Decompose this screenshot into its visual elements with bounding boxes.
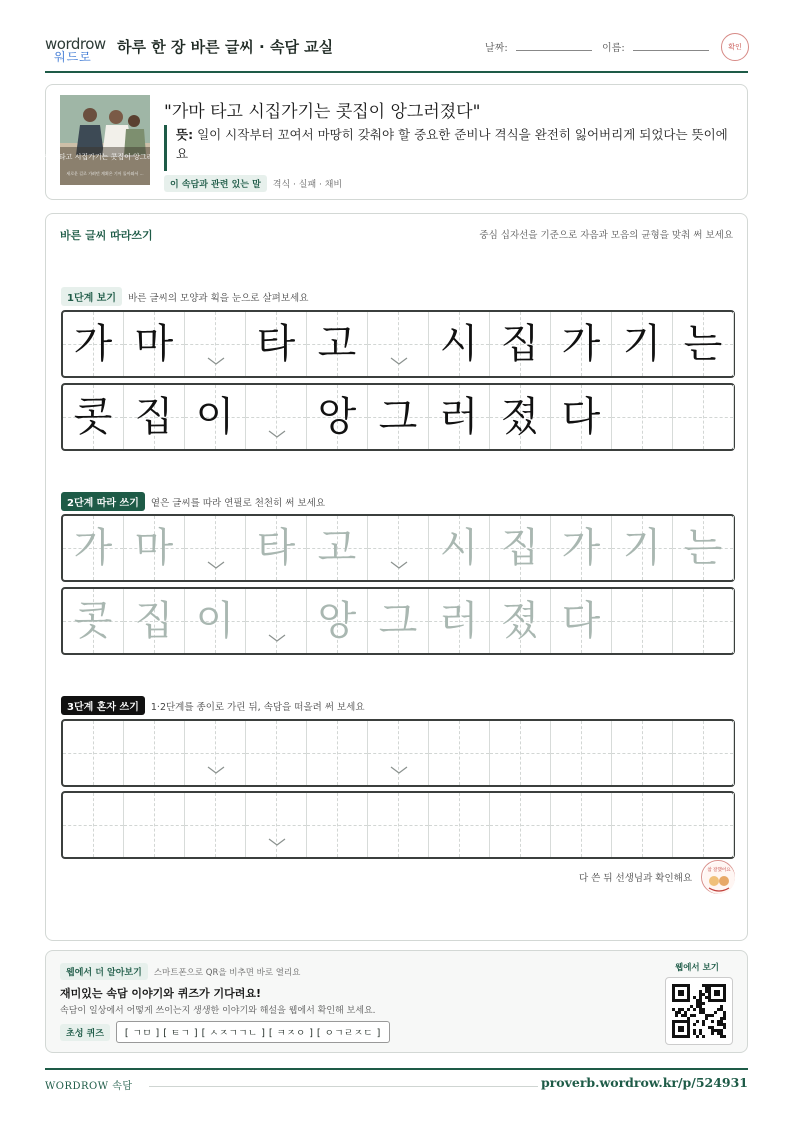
grid-cell[interactable]	[307, 589, 368, 653]
grid-cell	[307, 312, 368, 376]
step3-row2[interactable]	[61, 791, 735, 859]
grid-cell	[490, 312, 551, 376]
grid-char: 그	[378, 598, 418, 644]
grid-cell[interactable]	[368, 793, 429, 857]
grid-char: 타	[256, 525, 296, 571]
grid-cell[interactable]	[612, 589, 673, 653]
grid-cell[interactable]	[124, 793, 185, 857]
grid-char: 러	[439, 394, 479, 440]
date-label: 날짜:	[485, 43, 508, 54]
grid-cell[interactable]	[673, 793, 734, 857]
more-card	[45, 950, 748, 1053]
date-field[interactable]	[485, 39, 592, 54]
grid-char: 이	[195, 598, 235, 644]
grid-cell[interactable]	[490, 516, 551, 580]
grid-cell[interactable]	[185, 589, 246, 653]
grid-cell	[368, 312, 429, 376]
grid-cell[interactable]	[63, 589, 124, 653]
step3-desc: 1·2단계를 종이로 가린 뒤, 속담을 떠올려 써 보세요	[150, 702, 365, 713]
well-done-stamp	[701, 860, 735, 894]
grid-char: 타	[256, 321, 296, 367]
proverb-card	[45, 84, 748, 200]
grid-cell[interactable]	[673, 516, 734, 580]
step1-desc: 바른 글씨의 모양과 획을 눈으로 살펴보세요	[128, 293, 309, 304]
grid-cell[interactable]	[551, 589, 612, 653]
footer-url[interactable]: proverb.wordrow.kr/p/524931	[540, 1075, 748, 1090]
footer-brand: WORDROW 속담	[45, 1081, 133, 1092]
logo-subtext: 워드로	[54, 50, 92, 64]
grid-cell[interactable]	[63, 516, 124, 580]
more-badge-note: 스마트폰으로 QR을 비추면 바로 열리요	[153, 968, 301, 978]
grid-cell[interactable]	[612, 516, 673, 580]
grid-cell[interactable]	[185, 721, 246, 785]
grid-cell[interactable]	[673, 721, 734, 785]
grid-char: 고	[317, 525, 357, 571]
related-words	[164, 175, 342, 192]
grid-char: 가	[73, 525, 113, 571]
space-mark-icon	[207, 765, 225, 775]
grid-cell	[63, 312, 124, 376]
grid-cell	[124, 385, 185, 449]
grid-char: 시	[439, 321, 479, 367]
step1-header	[61, 287, 308, 306]
grid-char: 졌	[500, 598, 540, 644]
grid-cell[interactable]	[490, 793, 551, 857]
illustration-caption: 가마 타고 시집가기는 콧집이 앙그러졌다	[43, 153, 167, 161]
grid-char: 기	[622, 525, 662, 571]
page-header	[45, 30, 748, 73]
grid-cell	[185, 385, 246, 449]
grid-cell[interactable]	[551, 793, 612, 857]
step3-header	[61, 696, 365, 715]
related-list: 격식 · 실패 · 채비	[272, 180, 343, 190]
more-desc: 속담이 일상에서 어떻게 쓰이는지 생생한 이야기와 해설을 웹에서 확인해 보세요.	[60, 1006, 376, 1016]
grid-cell[interactable]	[307, 516, 368, 580]
grid-cell	[429, 385, 490, 449]
practice-note: 중심 십자선을 기준으로 자음과 모음의 균형을 맞춰 써 보세요	[479, 230, 733, 241]
practice-title: 바른 글씨 따라쓰기	[60, 229, 153, 242]
step1-row1	[61, 310, 735, 378]
grid-cell	[551, 385, 612, 449]
grid-cell[interactable]	[185, 793, 246, 857]
grid-char: 다	[561, 394, 601, 440]
grid-cell[interactable]	[63, 793, 124, 857]
step1-row2	[61, 383, 735, 451]
grid-cell[interactable]	[246, 721, 307, 785]
check-note: 다 쓴 뒤 선생님과 확인해요	[578, 873, 692, 884]
grid-char: 집	[500, 525, 540, 571]
grid-cell[interactable]	[490, 721, 551, 785]
step2-badge: 2단계 따라 쓰기	[61, 492, 145, 511]
name-field[interactable]	[602, 39, 709, 54]
grid-cell	[551, 312, 612, 376]
step2-row2[interactable]	[61, 587, 735, 655]
logo-text: wordrow	[45, 35, 106, 53]
grid-cell[interactable]	[429, 589, 490, 653]
grid-char: 집	[134, 598, 174, 644]
grid-char: 마	[134, 525, 174, 571]
space-mark-icon	[390, 765, 408, 775]
grid-cell[interactable]	[124, 516, 185, 580]
step1-badge: 1단계 보기	[61, 287, 122, 306]
grid-cell[interactable]	[368, 516, 429, 580]
grid-cell[interactable]	[612, 721, 673, 785]
grid-cell[interactable]	[307, 793, 368, 857]
page-title: 하루 한 장 바른 글씨 · 속담 교실	[117, 38, 334, 56]
grid-cell	[612, 312, 673, 376]
grid-cell[interactable]	[490, 589, 551, 653]
practice-card	[45, 213, 748, 941]
grid-cell[interactable]	[551, 721, 612, 785]
proverb-meaning	[164, 125, 734, 171]
initial-quiz	[60, 1021, 390, 1043]
meaning-text: 일이 시작부터 꼬여서 마땅히 갖춰야 할 중요한 준비나 격식을 완전히 잃어버리게 되었다는 뜻이에요	[176, 127, 728, 161]
illustration-subtext: 새로운 길로 가려던 계획은 기어 돌아와서 …	[66, 171, 144, 176]
grid-cell[interactable]	[368, 589, 429, 653]
grid-char: 가	[561, 321, 601, 367]
grid-char: 앙	[317, 394, 357, 440]
grid-cell[interactable]	[124, 721, 185, 785]
grid-cell[interactable]	[246, 793, 307, 857]
grid-cell[interactable]	[612, 793, 673, 857]
grid-char: 집	[500, 321, 540, 367]
grid-cell	[246, 312, 307, 376]
grid-cell	[490, 385, 551, 449]
more-title: 재미있는 속담 이야기와 퀴즈가 기다려요!	[60, 987, 261, 1000]
web-label: 웹에서 보기	[674, 963, 719, 973]
more-badge: 웹에서 더 알아보기	[60, 963, 148, 980]
wordrow-logo	[45, 35, 109, 65]
grid-char: 러	[439, 598, 479, 644]
proverb-title: "가마 타고 시집가기는 콧집이 앙그러졌다"	[164, 102, 481, 122]
step3-badge: 3단계 혼자 쓰기	[61, 696, 145, 715]
meaning-label: 뜻:	[176, 127, 194, 142]
grid-cell[interactable]	[124, 589, 185, 653]
grid-char: 이	[195, 394, 235, 440]
grid-cell	[185, 312, 246, 376]
grid-cell[interactable]	[63, 721, 124, 785]
name-label: 이름:	[602, 43, 625, 54]
grid-cell[interactable]	[673, 589, 734, 653]
grid-char: 가	[73, 321, 113, 367]
grid-cell	[429, 312, 490, 376]
quiz-label: 초성 퀴즈	[60, 1024, 110, 1041]
qr-code[interactable]	[665, 977, 733, 1045]
grid-cell	[246, 385, 307, 449]
grid-cell[interactable]	[307, 721, 368, 785]
grid-char: 고	[317, 321, 357, 367]
grid-cell[interactable]	[368, 721, 429, 785]
grid-cell[interactable]	[551, 516, 612, 580]
related-label: 이 속담과 관련 있는 말	[164, 175, 267, 192]
quiz-hints: [ ㄱㅁ ] [ ㅌㄱ ] [ ㅅㅈㄱㄱㄴ ] [ ㅋㅈㅇ ] [ ㅇㄱㄹㅈㄷ ]	[116, 1021, 390, 1043]
grid-char: 기	[622, 321, 662, 367]
grid-cell[interactable]	[429, 516, 490, 580]
space-mark-icon	[268, 837, 286, 847]
grid-cell	[368, 385, 429, 449]
proverb-illustration	[43, 95, 167, 185]
more-header	[60, 963, 300, 980]
grid-cell	[63, 385, 124, 449]
grid-cell[interactable]	[246, 516, 307, 580]
space-mark-icon	[390, 560, 408, 570]
step2-row1[interactable]	[61, 514, 735, 582]
grid-cell	[673, 385, 734, 449]
confirm-seal: 확인	[721, 33, 749, 61]
stamp-text: 참 잘했어요	[707, 868, 731, 873]
grid-char: 콧	[73, 394, 113, 440]
space-mark-icon	[207, 560, 225, 570]
grid-cell	[673, 312, 734, 376]
grid-cell[interactable]	[246, 589, 307, 653]
grid-char: 그	[378, 394, 418, 440]
grid-char: 앙	[317, 598, 357, 644]
page-footer	[45, 1068, 748, 1096]
step2-header	[61, 492, 325, 511]
grid-char: 집	[134, 394, 174, 440]
space-mark-icon	[207, 356, 225, 366]
space-mark-icon	[390, 356, 408, 366]
step2-desc: 옅은 글씨를 따라 연필로 천천히 써 보세요	[150, 498, 326, 509]
grid-cell	[124, 312, 185, 376]
grid-char: 다	[561, 598, 601, 644]
step3-row1[interactable]	[61, 719, 735, 787]
grid-char: 가	[561, 525, 601, 571]
grid-cell	[612, 385, 673, 449]
grid-char: 는	[683, 321, 723, 367]
grid-cell[interactable]	[429, 721, 490, 785]
grid-cell	[307, 385, 368, 449]
space-mark-icon	[268, 633, 286, 643]
grid-char: 마	[134, 321, 174, 367]
grid-cell[interactable]	[185, 516, 246, 580]
grid-char: 는	[683, 525, 723, 571]
grid-char: 콧	[73, 598, 113, 644]
grid-cell[interactable]	[429, 793, 490, 857]
grid-char: 졌	[500, 394, 540, 440]
grid-char: 시	[439, 525, 479, 571]
space-mark-icon	[268, 429, 286, 439]
